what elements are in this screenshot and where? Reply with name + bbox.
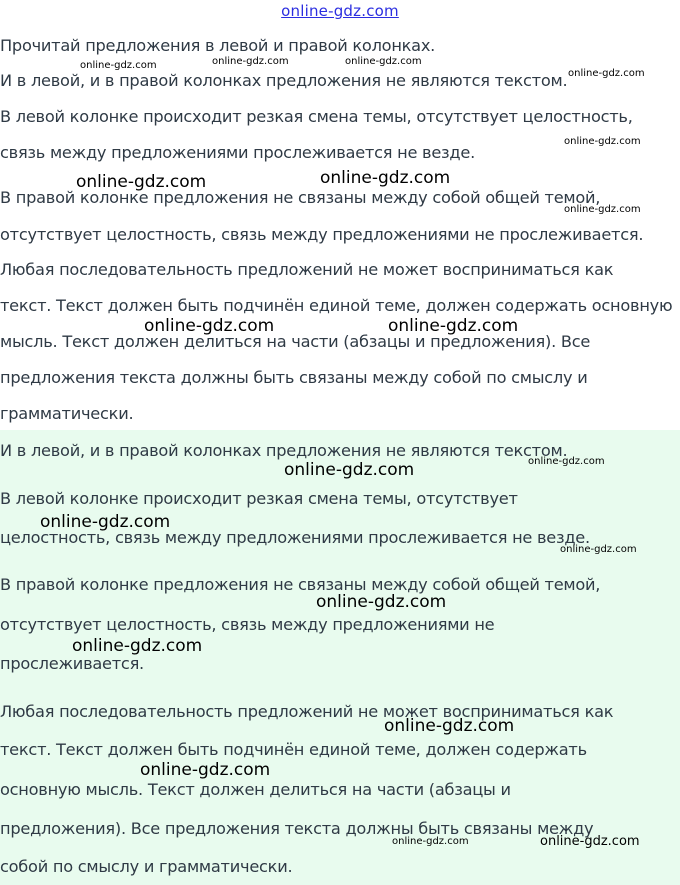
- answer-line: отсутствует целостность, связь между предложениями не: [0, 615, 495, 634]
- task-line: В правой колонке предложения не связаны между собой общей темой,: [0, 188, 601, 207]
- task-line: грамматически.: [0, 404, 134, 423]
- task-line: В левой колонке происходит резкая смена темы, отсутствует целостность,: [0, 107, 633, 126]
- watermark: online-gdz.com: [72, 636, 203, 656]
- watermark: online-gdz.com: [528, 456, 605, 467]
- answer-line: В левой колонке происходит резкая смена темы, отсутствует: [0, 489, 518, 508]
- task-line: связь между предложениями прослеживается не везде.: [0, 143, 475, 162]
- task-line: текст. Текст должен быть подчинён единой теме, должен содержать основную: [0, 296, 673, 315]
- site-link[interactable]: online-gdz.com: [281, 2, 399, 20]
- answer-line: В правой колонке предложения не связаны между собой общей темой,: [0, 575, 601, 594]
- watermark: online-gdz.com: [540, 834, 640, 849]
- task-line: отсутствует целостность, связь между предложениями не прослеживается.: [0, 225, 644, 244]
- answer-line: прослеживается.: [0, 654, 144, 673]
- watermark: online-gdz.com: [80, 60, 157, 71]
- watermark: online-gdz.com: [320, 168, 451, 188]
- task-line: Прочитай предложения в левой и правой колонках.: [0, 36, 436, 55]
- watermark: online-gdz.com: [140, 760, 271, 780]
- task-line: И в левой, и в правой колонках предложения не являются текстом.: [0, 71, 568, 90]
- watermark: online-gdz.com: [212, 56, 289, 67]
- answer-line: текст. Текст должен быть подчинён единой теме, должен содержать: [0, 740, 587, 759]
- watermark: online-gdz.com: [392, 836, 469, 847]
- watermark: online-gdz.com: [384, 716, 515, 736]
- watermark: online-gdz.com: [76, 172, 207, 192]
- watermark: online-gdz.com: [564, 204, 641, 215]
- watermark: online-gdz.com: [144, 316, 275, 336]
- watermark: online-gdz.com: [284, 460, 415, 480]
- watermark: online-gdz.com: [388, 316, 519, 336]
- watermark: online-gdz.com: [568, 68, 645, 79]
- answer-line: предложения). Все предложения текста должны быть связаны между: [0, 819, 594, 838]
- answer-line: И в левой, и в правой колонках предложения не являются текстом.: [0, 441, 568, 460]
- answer-line: целостность, связь между предложениями прослеживается не везде.: [0, 528, 590, 547]
- watermark: online-gdz.com: [560, 544, 637, 555]
- task-line: Любая последовательность предложений не может восприниматься как: [0, 260, 614, 279]
- watermark: online-gdz.com: [345, 56, 422, 67]
- answer-line: Любая последовательность предложений не может восприниматься как: [0, 702, 614, 721]
- watermark: online-gdz.com: [316, 592, 447, 612]
- task-line: предложения текста должны быть связаны между собой по смыслу и: [0, 368, 588, 387]
- answer-line: собой по смыслу и грамматически.: [0, 857, 293, 876]
- task-line: мысль. Текст должен делиться на части (абзацы и предложения). Все: [0, 332, 591, 351]
- watermark: online-gdz.com: [40, 512, 171, 532]
- watermark: online-gdz.com: [564, 136, 641, 147]
- answer-line: основную мысль. Текст должен делиться на части (абзацы и: [0, 780, 511, 799]
